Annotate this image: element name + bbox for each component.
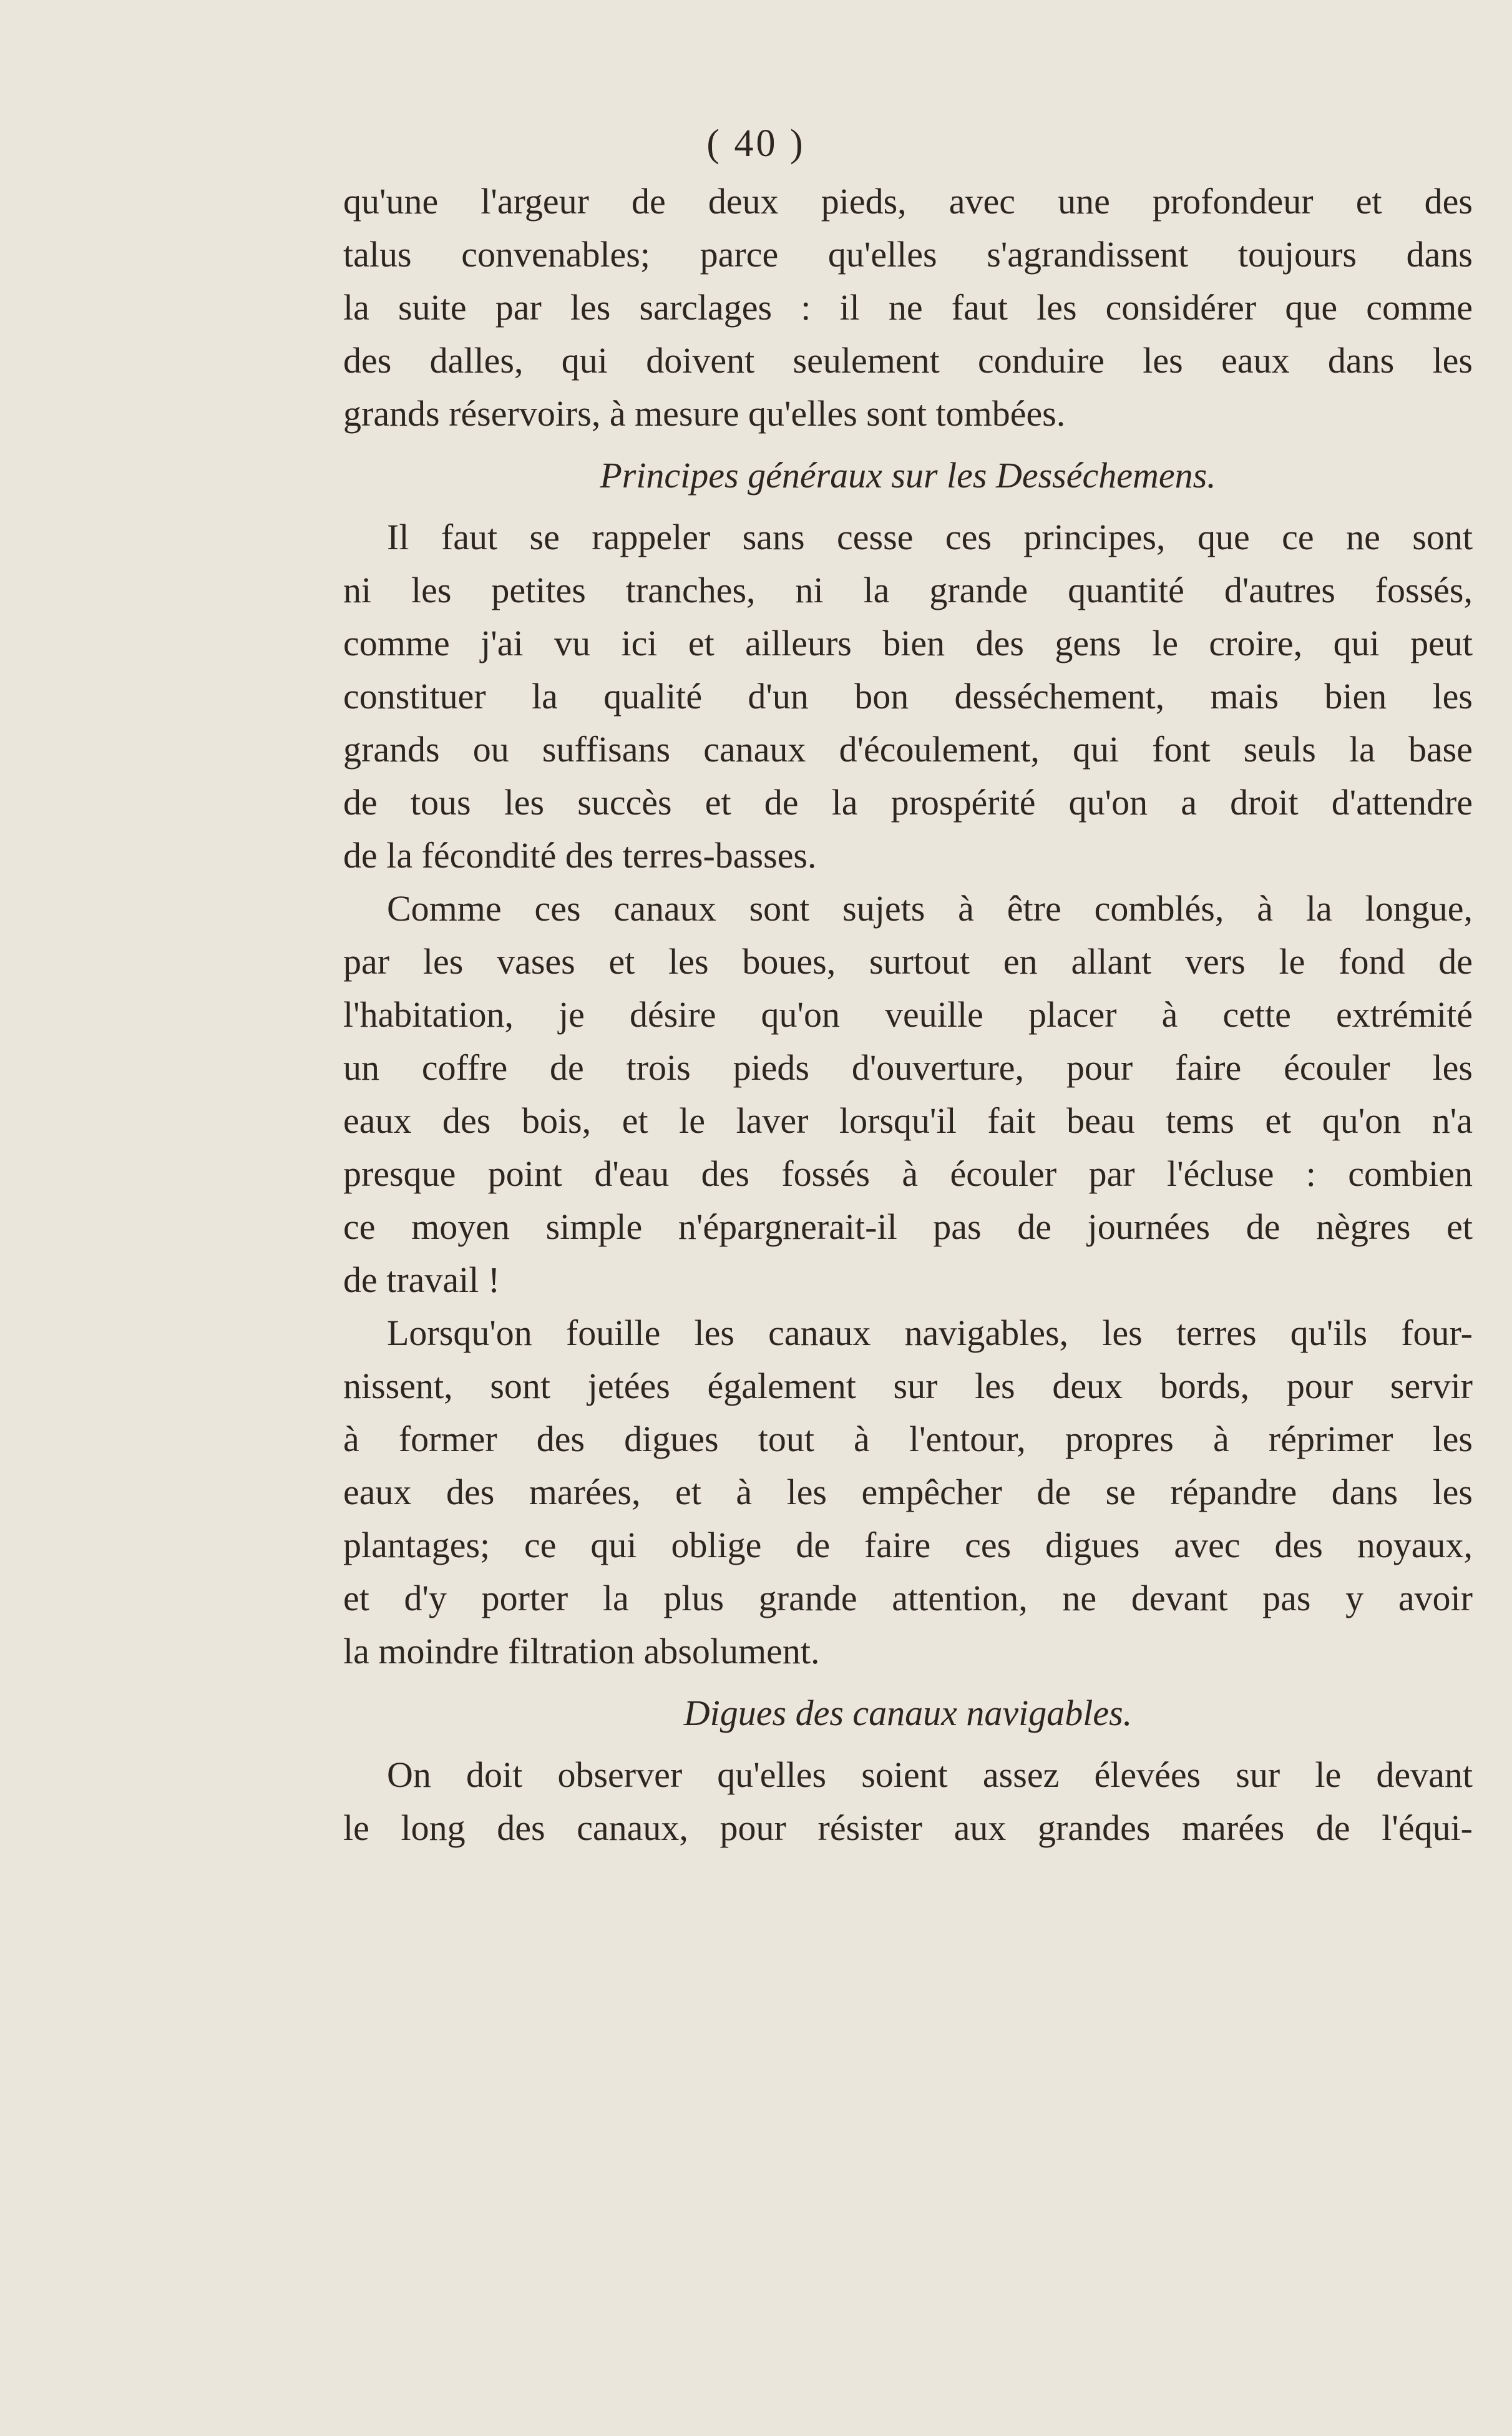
text-line: Il faut se rappeler sans cesse ces principes, que ce ne sont [387,517,1473,557]
text-line: grands ou suffisans canaux d'écoulement, qui font seuls la base [343,729,1473,770]
page-number: ( 40 ) [706,122,806,165]
section-heading-digues: Digues des canaux navigables. [683,1693,1133,1733]
text-line: la moindre filtration absolument. [343,1631,820,1671]
text-line: constituer la qualité d'un bon desséchement, mais bien les [343,676,1473,717]
paragraph-2 [343,511,1473,882]
text-line: des dalles, qui doivent seulement conduire les eaux dans les [343,340,1473,381]
text-line: comme j'ai vu ici et ailleurs bien des gens le croire, qui peut [343,623,1473,663]
text-line: On doit observer qu'elles soient assez élevées sur le devant [387,1754,1473,1795]
text-line: eaux des bois, et le laver lorsqu'il fait beau tems et qu'on n'a [343,1100,1473,1141]
text-line: de travail ! [343,1260,500,1300]
text-line: eaux des marées, et à les empêcher de se répandre dans les [343,1472,1473,1512]
paragraph-4 [343,1306,1473,1678]
text-line: nissent, sont jetées également sur les deux bords, pour servir [343,1366,1473,1406]
paragraph-5 [343,1748,1473,1854]
text-line: l'habitation, je désire qu'on veuille placer à cette extrémité [343,994,1473,1035]
text-line: à former des digues tout à l'entour, propres à réprimer les [343,1419,1473,1459]
text-line: presque point d'eau des fossés à écouler par l'écluse : combien [343,1153,1473,1194]
text-line: qu'une l'argeur de deux pieds, avec une profondeur et des [343,181,1473,222]
text-line: Comme ces canaux sont sujets à être comblés, à la longue, [387,888,1473,929]
text-line: grands réservoirs, à mesure qu'elles sont tombées. [343,393,1066,434]
text-line: talus convenables; parce qu'elles s'agrandissent toujours dans [343,234,1473,275]
text-line: un coffre de trois pieds d'ouverture, pour faire écouler les [343,1047,1473,1088]
text-line: de tous les succès et de la prospérité qu'on a droit d'attendre [343,782,1473,823]
text-line: plantages; ce qui oblige de faire ces digues avec des noyaux, [343,1525,1473,1565]
text-line: le long des canaux, pour résister aux grandes marées de l'équi- [343,1807,1473,1848]
text-line: ni les petites tranches, ni la grande quantité d'autres fossés, [343,570,1473,610]
page-body [343,175,1473,1854]
paragraph-1 [343,175,1473,440]
section-heading-principes: Principes généraux sur les Desséchemens. [600,455,1216,496]
text-line: Lorsqu'on fouille les canaux navigables, les terres qu'ils four- [387,1313,1473,1353]
text-line: par les vases et les boues, surtout en allant vers le fond de [343,941,1473,982]
text-line: de la fécondité des terres-basses. [343,835,817,876]
text-line: et d'y porter la plus grande attention, ne devant pas y avoir [343,1578,1473,1618]
text-line: la suite par les sarclages : il ne faut les considérer que comme [343,287,1473,328]
paragraph-3 [343,882,1473,1306]
text-line: ce moyen simple n'épargnerait-il pas de journées de nègres et [343,1206,1473,1247]
